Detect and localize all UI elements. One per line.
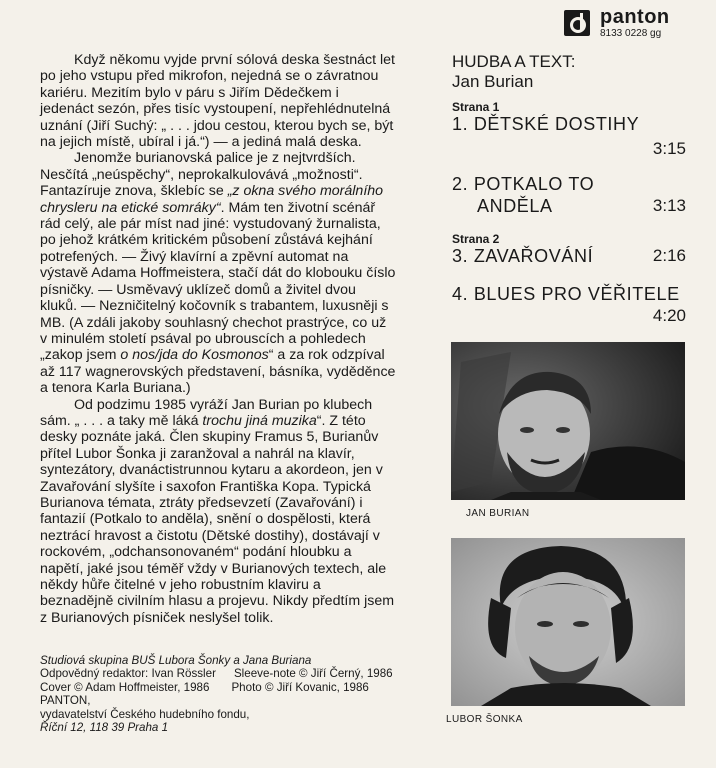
portrait-image	[451, 538, 685, 706]
credit-line: Říční 12, 118 39 Praha 1	[40, 721, 169, 735]
label-name: panton	[600, 6, 670, 28]
photo-caption: LUBOR ŠONKA	[446, 714, 523, 725]
side-2-label: Strana 2	[452, 232, 500, 246]
track-title: 3. ZAVAŘOVÁNÍ	[452, 246, 594, 266]
track-duration: 3:13	[652, 196, 686, 215]
essay-paragraph-1: Když někomu vyjde první sólová deska šestnáct let po jeho vstupu před mikrofon, nejedná se o závratnou kariéru. Mezitím bylo v páru s Jiřím Dědečkem i jedenáct sezón, přes tisíc vystoupení, nepřehlédnutelná uznání (Jiří Suchý: „ . . . jdou cestou, kterou bych se, být na jejich místě, ubíral i já.“) — a jediná malá deska.	[40, 52, 395, 151]
track-title: 1. DĚTSKÉ DOSTIHY	[452, 114, 640, 134]
essay-paragraph-3: Od podzimu 1985 vyráží Jan Burian po klubech sám. „ . . . a taky mě láká trochu jiná muzika“. Z této desky poznáte jaká. Člen skupiny Framus 5, Burianův přítel Lubor Šonka ji zaranžoval a nahrál na klavír, syntezátory, dvanáctistrunnou kytaru a akordeon, jen v Zavařování slyšíte i saxofon Františka Kopa. Typická Burianova témata, ztráty předsevzetí (Zavařování) i fantazií (Potkalo to anděla), snění o dospělosti, která neztrácí hravost a čistotu (Dětské dostihy), dostávají v rockovém, „odchansonovaném“ podání hloubku a napětí, jaké jsou téměř vždy v Burianových textech, ale někdy hůře čitelné v jeho robustním klaviru a beznadějně civilním hlasu a projevu. Nikdy předtím jsem z Burianových písniček neslyšel tolik.	[40, 396, 395, 626]
track-duration: 2:16	[652, 246, 686, 265]
track-duration: 3:15	[652, 139, 686, 158]
photo-caption: JAN BURIAN	[466, 508, 530, 519]
songwriter-credit: HUDBA A TEXT: Jan Burian	[452, 52, 576, 91]
credit-line: Cover © Adam Hoffmeister, 1986 Photo © Jiří Kovanic, 1986	[40, 680, 369, 694]
portrait-image	[451, 342, 685, 500]
track-duration: 4:20	[652, 306, 686, 325]
track-title: 2. POTKALO TO	[452, 174, 595, 194]
credit-line: Studiová skupina BUŠ Lubora Šonky a Jana Buriana	[40, 654, 312, 667]
credit-line: PANTON,	[40, 694, 91, 708]
sleeve-note	[40, 52, 396, 626]
credit-line: vydavatelství Českého hudebního fondu,	[40, 707, 250, 721]
panton-logo-icon	[564, 10, 590, 36]
production-credits	[40, 654, 410, 734]
credit-line: Odpovědný redaktor: Ivan Rössler Sleeve-note © Jiří Černý, 1986	[40, 667, 393, 681]
side-1-label: Strana 1	[452, 100, 500, 114]
track-title-continued: ANDĚLA	[477, 196, 553, 216]
essay-paragraph-2: Jenomže burianovská palice je z nejtvrdších. Nesčítá „neúspěchy“, neprokalkulovává „možnosti“. Fantazíruje znova, šklebíc se „z okna svého morálního chrysleru na etické somráky“. Mám ten životní scénář rád celý, ale pár míst nad jiné: vystudovaný žurnalista, po jehož krátkém kritickém působení zůstává kejhání potrefených. — Živý klavírní a zpěvní automat na výstavě Adama Hoffmeistera, stačí dát do klobouku číslo písničky. — Usměvavý uklízeč domů a živitel dvou kluků. — Nezničitelný kočovník s trabantem, luxusněji s MB. (A zdáli jakoby souhlasný chechot prastrýce, co už v minulém století psával po ubrouscích a pohledech „zakop jsem o nos/jda do Kosmonos“ a za rok odzpíval až 117 wagnerovských představení, básníka, vyděděnce a tenora Karla Buriana.)	[40, 150, 396, 397]
catalog-number: 8133 0228 gg	[600, 28, 662, 39]
photo-lubor-sonka	[451, 538, 685, 706]
track-title: 4. BLUES PRO VĚŘITELE	[452, 284, 680, 304]
photo-jan-burian	[451, 342, 685, 500]
